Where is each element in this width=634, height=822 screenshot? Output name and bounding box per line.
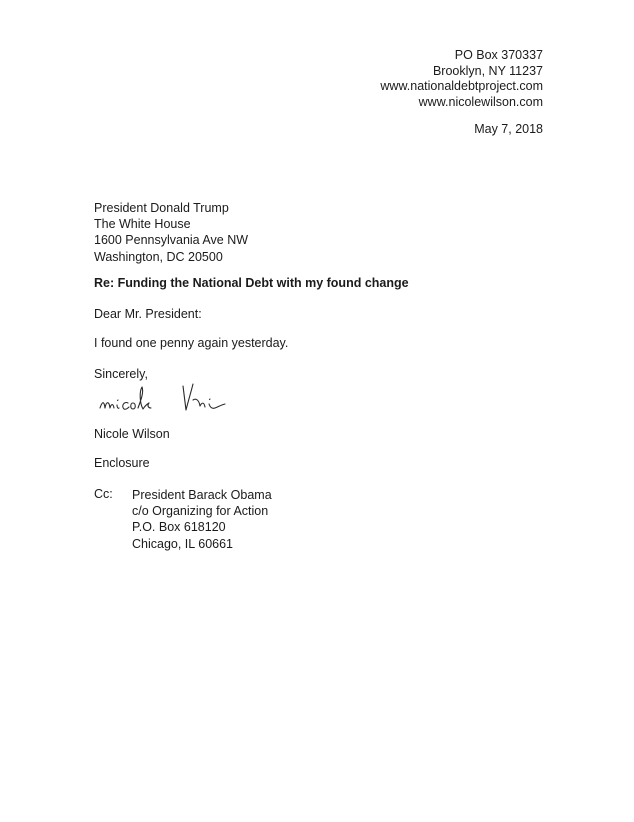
cc-org: c/o Organizing for Action — [132, 504, 269, 519]
cc-recipient-block — [132, 487, 272, 552]
body-paragraph: I found one penny again yesterday. — [94, 336, 289, 350]
recipient-city: Washington, DC 20500 — [94, 249, 223, 264]
letter-date: May 7, 2018 — [474, 122, 543, 136]
recipient-name: President Donald Trump — [94, 201, 229, 215]
sender-website-2: www.nicolewilson.com — [418, 94, 543, 109]
cc-po-box: P.O. Box 618120 — [132, 520, 226, 535]
cc-city: Chicago, IL 60661 — [132, 536, 234, 551]
handwritten-signature — [97, 378, 237, 422]
cc-name: President Barack Obama — [132, 488, 272, 502]
sender-address-block — [380, 48, 543, 110]
signer-name: Nicole Wilson — [94, 427, 170, 441]
recipient-address-block — [94, 200, 248, 265]
sender-city: Brooklyn, NY 11237 — [432, 63, 543, 78]
subject-line: Re: Funding the National Debt with my found change — [94, 276, 409, 290]
cc-label: Cc: — [94, 487, 113, 501]
sender-po-box: PO Box 370337 — [454, 48, 543, 62]
recipient-street: 1600 Pennsylvania Ave NW — [94, 233, 249, 248]
closing: Sincerely, — [94, 367, 148, 381]
salutation: Dear Mr. President: — [94, 307, 202, 321]
recipient-org: The White House — [94, 217, 191, 232]
sender-website-1: www.nationaldebtproject.com — [380, 79, 543, 93]
enclosure-note: Enclosure — [94, 456, 150, 470]
